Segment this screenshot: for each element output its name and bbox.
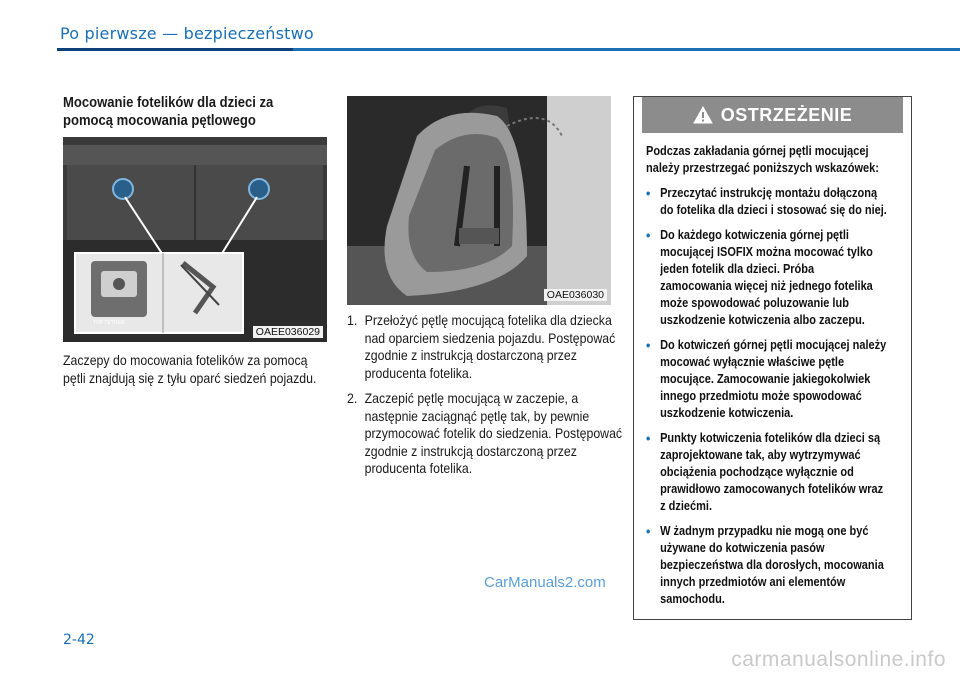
footer-watermark: carmanualsonline.info [731, 648, 946, 671]
list-item [646, 430, 888, 515]
step-number: 1. [347, 312, 358, 328]
warning-intro: Podczas zakładania górnej pętli mocującej należy przestrzegać poniższych wskazówek: [646, 144, 879, 175]
warning-item-text: Przeczytać instrukcję montażu dołączoną do fotelika dla dzieci i stosować się do niej. [660, 186, 887, 217]
figure-code: OAEE036029 [253, 326, 323, 338]
chapter-header: Po pierwsze — bezpieczeństwo [60, 24, 314, 43]
bullet-icon: • [646, 523, 651, 539]
warning-item-text: W żadnym przypadku nie mogą one być używane do kotwiczenia pasów bezpieczeństwa dla dorosłych, mocowania innych przedmiotów ani elementów samochodu. [660, 524, 884, 606]
header-rule-accent [57, 48, 293, 51]
warning-body [646, 143, 888, 616]
bullet-icon: • [646, 337, 651, 353]
watermark-link[interactable]: CarManuals2.com [484, 574, 606, 591]
warning-item-text: Do kotwiczeń górnej pętli mocującej należy mocować wyłącznie właściwe pętle mocujące. Zamocowanie jakiegokolwiek innego przedmiotu może spowodować uszkodzenie kotwiczenia. [660, 338, 887, 420]
page-number: 2-42 [63, 632, 95, 648]
warning-item-text: Punkty kotwiczenia fotelików dla dzieci są zaprojektowane tak, aby wytrzymywać obciążenia pochodzące wyłącznie od prawidłowo zamocowanych fotelików wraz z dziećmi. [660, 431, 884, 513]
bullet-icon: • [646, 185, 651, 201]
step-number: 2. [347, 390, 358, 406]
child-seat-illustration [347, 96, 611, 305]
trunk-figure [63, 137, 327, 342]
intro-text: Zaczepy do mocowania fotelików za pomocą pętli znajdują się z tyłu oparć siedzeń pojazdu. [63, 352, 317, 386]
steps-list [347, 312, 623, 478]
seat-figure [347, 96, 611, 305]
bullet-icon: • [646, 430, 651, 446]
warning-list [646, 185, 888, 608]
list-item [646, 523, 888, 608]
bullet-icon: • [646, 227, 651, 243]
list-item [646, 337, 888, 422]
tether-tag: TOP TETHER [93, 320, 125, 326]
middle-column [347, 312, 623, 486]
list-item [646, 227, 888, 329]
list-item [347, 312, 629, 382]
list-item [347, 390, 629, 478]
step-text: Zaczepić pętlę mocującą w zaczepie, a następnie zaciągnąć pętlę tak, by pewnie przymocować fotelik do siedzenia. Postępować zgodnie z instrukcją dostarczoną przez producenta fotelika. [364, 390, 623, 476]
warning-icon [693, 106, 713, 124]
left-column [63, 94, 327, 130]
warning-header [642, 97, 903, 133]
warning-box [633, 96, 912, 620]
section-title: Mocowanie fotelików dla dzieci za pomocą mocowania pętlowego [63, 95, 274, 129]
figure-code: OAE036030 [544, 289, 607, 301]
warning-item-text: Do każdego kotwiczenia górnej pętli mocującej ISOFIX można mocować tylko jeden fotelik dla dzieci. Próba zamocowania więcej niż jednego fotelika może spowodować poluzowanie lub uszkodzenie kotwiczenia albo zaczepu. [660, 228, 873, 327]
trunk-illustration [63, 137, 327, 342]
step-text: Przełożyć pętlę mocującą fotelika dla dziecka nad oparciem siedzenia pojazdu. Postępować zgodnie z instrukcją dostarczoną przez producenta fotelika. [364, 312, 616, 381]
list-item [646, 185, 888, 219]
warning-title: OSTRZEŻENIE [720, 104, 853, 125]
